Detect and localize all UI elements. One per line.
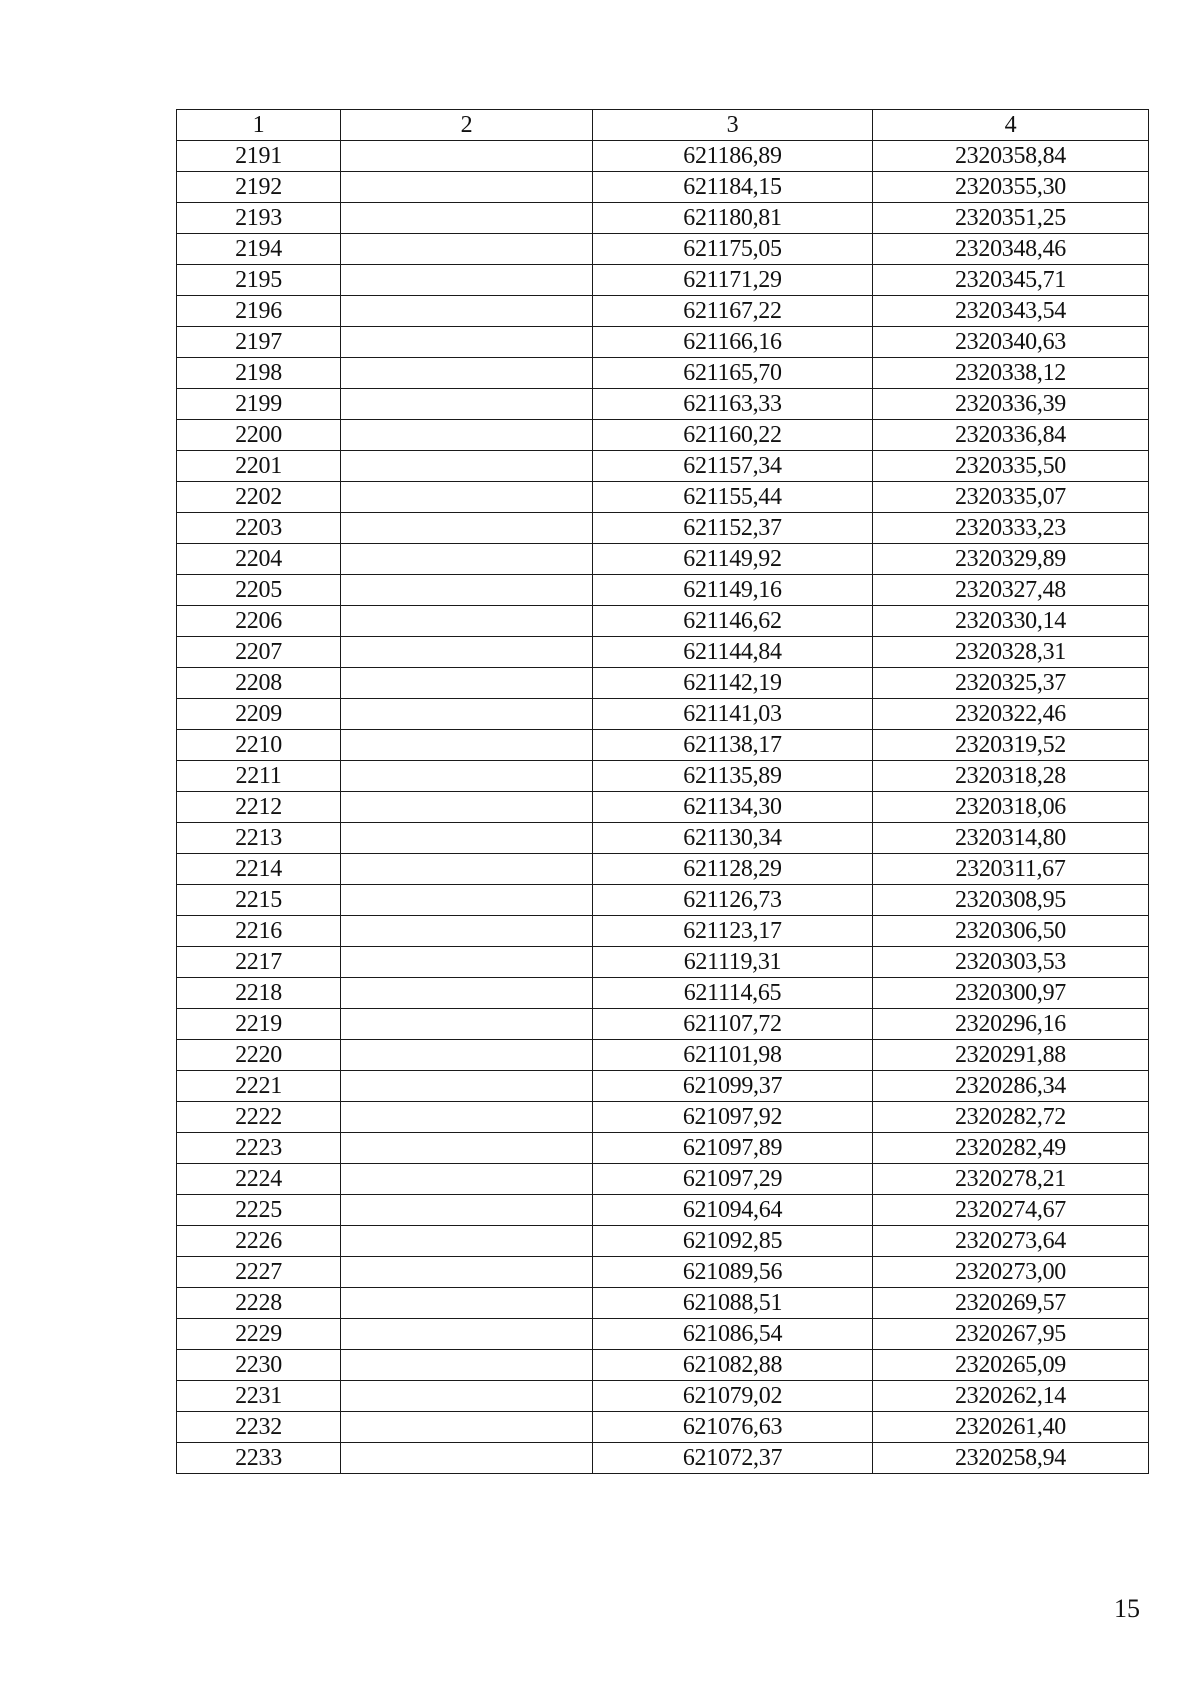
- y-coordinate-cell: 2320333,23: [873, 513, 1149, 544]
- y-coordinate-cell: 2320274,67: [873, 1195, 1149, 1226]
- x-coordinate-cell: 621088,51: [593, 1288, 873, 1319]
- y-coordinate-cell: 2320262,14: [873, 1381, 1149, 1412]
- point-number-cell: 2202: [177, 482, 341, 513]
- table-row: [177, 1443, 1149, 1474]
- table-row: [177, 234, 1149, 265]
- table-row: [177, 1009, 1149, 1040]
- coordinates-table: [176, 109, 1149, 1474]
- y-coordinate-cell: 2320325,37: [873, 668, 1149, 699]
- description-cell: [341, 1381, 593, 1412]
- x-coordinate-cell: 621126,73: [593, 885, 873, 916]
- table-row: [177, 575, 1149, 606]
- x-coordinate-cell: 621186,89: [593, 141, 873, 172]
- y-coordinate-cell: 2320319,52: [873, 730, 1149, 761]
- table-row: [177, 358, 1149, 389]
- description-cell: [341, 1350, 593, 1381]
- table-row: [177, 544, 1149, 575]
- x-coordinate-cell: 621097,89: [593, 1133, 873, 1164]
- point-number-cell: 2193: [177, 203, 341, 234]
- x-coordinate-cell: 621114,65: [593, 978, 873, 1009]
- x-coordinate-cell: 621142,19: [593, 668, 873, 699]
- x-coordinate-cell: 621099,37: [593, 1071, 873, 1102]
- table-row: [177, 1319, 1149, 1350]
- y-coordinate-cell: 2320358,84: [873, 141, 1149, 172]
- point-number-cell: 2208: [177, 668, 341, 699]
- table-row: [177, 1257, 1149, 1288]
- point-number-cell: 2222: [177, 1102, 341, 1133]
- table-row: [177, 947, 1149, 978]
- table-row: [177, 854, 1149, 885]
- x-coordinate-cell: 621097,29: [593, 1164, 873, 1195]
- description-cell: [341, 730, 593, 761]
- point-number-cell: 2224: [177, 1164, 341, 1195]
- description-cell: [341, 575, 593, 606]
- table-row: [177, 978, 1149, 1009]
- header-cell-1: 1: [177, 110, 341, 141]
- point-number-cell: 2205: [177, 575, 341, 606]
- x-coordinate-cell: 621107,72: [593, 1009, 873, 1040]
- y-coordinate-cell: 2320348,46: [873, 234, 1149, 265]
- description-cell: [341, 265, 593, 296]
- point-number-cell: 2227: [177, 1257, 341, 1288]
- y-coordinate-cell: 2320336,39: [873, 389, 1149, 420]
- table-body: [177, 141, 1149, 1474]
- y-coordinate-cell: 2320269,57: [873, 1288, 1149, 1319]
- description-cell: [341, 668, 593, 699]
- point-number-cell: 2232: [177, 1412, 341, 1443]
- x-coordinate-cell: 621134,30: [593, 792, 873, 823]
- header-cell-3: 3: [593, 110, 873, 141]
- description-cell: [341, 1443, 593, 1474]
- description-cell: [341, 327, 593, 358]
- y-coordinate-cell: 2320282,49: [873, 1133, 1149, 1164]
- point-number-cell: 2223: [177, 1133, 341, 1164]
- x-coordinate-cell: 621130,34: [593, 823, 873, 854]
- table-row: [177, 389, 1149, 420]
- table-row: [177, 699, 1149, 730]
- x-coordinate-cell: 621123,17: [593, 916, 873, 947]
- description-cell: [341, 389, 593, 420]
- description-cell: [341, 885, 593, 916]
- header-row: [177, 110, 1149, 141]
- y-coordinate-cell: 2320345,71: [873, 265, 1149, 296]
- description-cell: [341, 544, 593, 575]
- y-coordinate-cell: 2320265,09: [873, 1350, 1149, 1381]
- x-coordinate-cell: 621097,92: [593, 1102, 873, 1133]
- description-cell: [341, 451, 593, 482]
- x-coordinate-cell: 621146,62: [593, 606, 873, 637]
- description-cell: [341, 1133, 593, 1164]
- table-row: [177, 482, 1149, 513]
- y-coordinate-cell: 2320300,97: [873, 978, 1149, 1009]
- y-coordinate-cell: 2320278,21: [873, 1164, 1149, 1195]
- y-coordinate-cell: 2320322,46: [873, 699, 1149, 730]
- table-row: [177, 1071, 1149, 1102]
- x-coordinate-cell: 621089,56: [593, 1257, 873, 1288]
- point-number-cell: 2229: [177, 1319, 341, 1350]
- x-coordinate-cell: 621076,63: [593, 1412, 873, 1443]
- table-row: [177, 1164, 1149, 1195]
- y-coordinate-cell: 2320267,95: [873, 1319, 1149, 1350]
- point-number-cell: 2211: [177, 761, 341, 792]
- x-coordinate-cell: 621152,37: [593, 513, 873, 544]
- y-coordinate-cell: 2320273,00: [873, 1257, 1149, 1288]
- table-row: [177, 1102, 1149, 1133]
- point-number-cell: 2204: [177, 544, 341, 575]
- table-row: [177, 172, 1149, 203]
- description-cell: [341, 792, 593, 823]
- description-cell: [341, 1257, 593, 1288]
- y-coordinate-cell: 2320273,64: [873, 1226, 1149, 1257]
- description-cell: [341, 606, 593, 637]
- table-row: [177, 1195, 1149, 1226]
- point-number-cell: 2233: [177, 1443, 341, 1474]
- description-cell: [341, 513, 593, 544]
- y-coordinate-cell: 2320303,53: [873, 947, 1149, 978]
- y-coordinate-cell: 2320340,63: [873, 327, 1149, 358]
- point-number-cell: 2207: [177, 637, 341, 668]
- x-coordinate-cell: 621135,89: [593, 761, 873, 792]
- point-number-cell: 2218: [177, 978, 341, 1009]
- x-coordinate-cell: 621184,15: [593, 172, 873, 203]
- x-coordinate-cell: 621119,31: [593, 947, 873, 978]
- point-number-cell: 2200: [177, 420, 341, 451]
- x-coordinate-cell: 621138,17: [593, 730, 873, 761]
- x-coordinate-cell: 621149,92: [593, 544, 873, 575]
- point-number-cell: 2216: [177, 916, 341, 947]
- description-cell: [341, 1226, 593, 1257]
- table-row: [177, 1040, 1149, 1071]
- point-number-cell: 2196: [177, 296, 341, 327]
- description-cell: [341, 420, 593, 451]
- y-coordinate-cell: 2320258,94: [873, 1443, 1149, 1474]
- point-number-cell: 2192: [177, 172, 341, 203]
- header-cell-4: 4: [873, 110, 1149, 141]
- x-coordinate-cell: 621144,84: [593, 637, 873, 668]
- description-cell: [341, 1102, 593, 1133]
- point-number-cell: 2203: [177, 513, 341, 544]
- y-coordinate-cell: 2320308,95: [873, 885, 1149, 916]
- y-coordinate-cell: 2320282,72: [873, 1102, 1149, 1133]
- y-coordinate-cell: 2320338,12: [873, 358, 1149, 389]
- point-number-cell: 2212: [177, 792, 341, 823]
- description-cell: [341, 761, 593, 792]
- description-cell: [341, 1071, 593, 1102]
- point-number-cell: 2206: [177, 606, 341, 637]
- table-row: [177, 606, 1149, 637]
- y-coordinate-cell: 2320327,48: [873, 575, 1149, 606]
- table-row: [177, 1381, 1149, 1412]
- table-row: [177, 1133, 1149, 1164]
- description-cell: [341, 916, 593, 947]
- x-coordinate-cell: 621086,54: [593, 1319, 873, 1350]
- y-coordinate-cell: 2320351,25: [873, 203, 1149, 234]
- table-row: [177, 1412, 1149, 1443]
- point-number-cell: 2194: [177, 234, 341, 265]
- table-row: [177, 327, 1149, 358]
- point-number-cell: 2231: [177, 1381, 341, 1412]
- point-number-cell: 2226: [177, 1226, 341, 1257]
- y-coordinate-cell: 2320306,50: [873, 916, 1149, 947]
- table-header: [177, 110, 1149, 141]
- x-coordinate-cell: 621079,02: [593, 1381, 873, 1412]
- y-coordinate-cell: 2320330,14: [873, 606, 1149, 637]
- x-coordinate-cell: 621128,29: [593, 854, 873, 885]
- table-row: [177, 1288, 1149, 1319]
- x-coordinate-cell: 621149,16: [593, 575, 873, 606]
- x-coordinate-cell: 621082,88: [593, 1350, 873, 1381]
- description-cell: [341, 1412, 593, 1443]
- description-cell: [341, 1319, 593, 1350]
- table-row: [177, 420, 1149, 451]
- y-coordinate-cell: 2320296,16: [873, 1009, 1149, 1040]
- y-coordinate-cell: 2320314,80: [873, 823, 1149, 854]
- description-cell: [341, 823, 593, 854]
- table-row: [177, 265, 1149, 296]
- table-row: [177, 141, 1149, 172]
- table-row: [177, 761, 1149, 792]
- x-coordinate-cell: 621160,22: [593, 420, 873, 451]
- point-number-cell: 2230: [177, 1350, 341, 1381]
- description-cell: [341, 203, 593, 234]
- x-coordinate-cell: 621163,33: [593, 389, 873, 420]
- x-coordinate-cell: 621167,22: [593, 296, 873, 327]
- point-number-cell: 2198: [177, 358, 341, 389]
- y-coordinate-cell: 2320329,89: [873, 544, 1149, 575]
- y-coordinate-cell: 2320291,88: [873, 1040, 1149, 1071]
- description-cell: [341, 1040, 593, 1071]
- point-number-cell: 2214: [177, 854, 341, 885]
- point-number-cell: 2213: [177, 823, 341, 854]
- x-coordinate-cell: 621155,44: [593, 482, 873, 513]
- description-cell: [341, 358, 593, 389]
- description-cell: [341, 699, 593, 730]
- x-coordinate-cell: 621072,37: [593, 1443, 873, 1474]
- x-coordinate-cell: 621094,64: [593, 1195, 873, 1226]
- x-coordinate-cell: 621141,03: [593, 699, 873, 730]
- point-number-cell: 2225: [177, 1195, 341, 1226]
- table-row: [177, 1226, 1149, 1257]
- y-coordinate-cell: 2320318,06: [873, 792, 1149, 823]
- description-cell: [341, 978, 593, 1009]
- point-number-cell: 2191: [177, 141, 341, 172]
- point-number-cell: 2219: [177, 1009, 341, 1040]
- x-coordinate-cell: 621157,34: [593, 451, 873, 482]
- x-coordinate-cell: 621092,85: [593, 1226, 873, 1257]
- table-row: [177, 916, 1149, 947]
- x-coordinate-cell: 621180,81: [593, 203, 873, 234]
- table-row: [177, 668, 1149, 699]
- description-cell: [341, 637, 593, 668]
- x-coordinate-cell: 621175,05: [593, 234, 873, 265]
- description-cell: [341, 1009, 593, 1040]
- header-cell-2: 2: [341, 110, 593, 141]
- x-coordinate-cell: 621165,70: [593, 358, 873, 389]
- description-cell: [341, 141, 593, 172]
- y-coordinate-cell: 2320335,50: [873, 451, 1149, 482]
- description-cell: [341, 1164, 593, 1195]
- table-row: [177, 296, 1149, 327]
- description-cell: [341, 1195, 593, 1226]
- description-cell: [341, 1288, 593, 1319]
- x-coordinate-cell: 621166,16: [593, 327, 873, 358]
- table-row: [177, 823, 1149, 854]
- y-coordinate-cell: 2320336,84: [873, 420, 1149, 451]
- point-number-cell: 2215: [177, 885, 341, 916]
- description-cell: [341, 947, 593, 978]
- description-cell: [341, 296, 593, 327]
- table-row: [177, 637, 1149, 668]
- y-coordinate-cell: 2320311,67: [873, 854, 1149, 885]
- point-number-cell: 2210: [177, 730, 341, 761]
- table-row: [177, 513, 1149, 544]
- y-coordinate-cell: 2320286,34: [873, 1071, 1149, 1102]
- y-coordinate-cell: 2320355,30: [873, 172, 1149, 203]
- point-number-cell: 2195: [177, 265, 341, 296]
- point-number-cell: 2221: [177, 1071, 341, 1102]
- table-row: [177, 1350, 1149, 1381]
- point-number-cell: 2201: [177, 451, 341, 482]
- point-number-cell: 2199: [177, 389, 341, 420]
- x-coordinate-cell: 621101,98: [593, 1040, 873, 1071]
- point-number-cell: 2209: [177, 699, 341, 730]
- point-number-cell: 2228: [177, 1288, 341, 1319]
- table-row: [177, 203, 1149, 234]
- table-row: [177, 451, 1149, 482]
- y-coordinate-cell: 2320261,40: [873, 1412, 1149, 1443]
- table-row: [177, 730, 1149, 761]
- y-coordinate-cell: 2320328,31: [873, 637, 1149, 668]
- description-cell: [341, 854, 593, 885]
- table-row: [177, 792, 1149, 823]
- description-cell: [341, 234, 593, 265]
- page-number: 15: [1114, 1594, 1140, 1623]
- x-coordinate-cell: 621171,29: [593, 265, 873, 296]
- description-cell: [341, 482, 593, 513]
- y-coordinate-cell: 2320335,07: [873, 482, 1149, 513]
- table-row: [177, 885, 1149, 916]
- description-cell: [341, 172, 593, 203]
- point-number-cell: 2197: [177, 327, 341, 358]
- point-number-cell: 2217: [177, 947, 341, 978]
- point-number-cell: 2220: [177, 1040, 341, 1071]
- y-coordinate-cell: 2320318,28: [873, 761, 1149, 792]
- y-coordinate-cell: 2320343,54: [873, 296, 1149, 327]
